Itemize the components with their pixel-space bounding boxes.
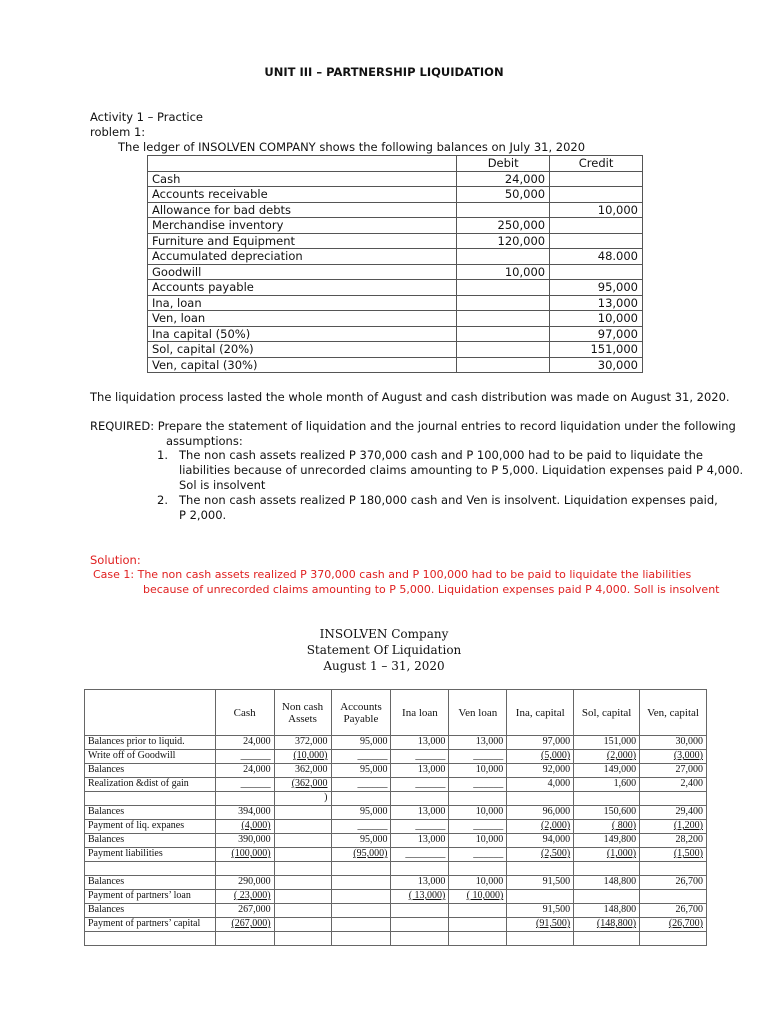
ledger-row (148, 326, 643, 342)
statement-cell-cash: 24,000 (215, 764, 274, 778)
statement-cell-noncash: (10,000) (274, 750, 331, 764)
statement-row (85, 848, 707, 862)
statement-cell-noncash (274, 904, 331, 918)
statement-cell-noncash (274, 820, 331, 834)
ledger-credit: 30,000 (550, 357, 643, 373)
statement-cell-payable (331, 904, 391, 918)
statement-cell-ven-loan: 10,000 (449, 764, 507, 778)
ledger-row (148, 233, 643, 249)
statement-cell-ven-capital: (1,200) (640, 820, 707, 834)
item2-number: 2. (157, 493, 168, 507)
ledger-debit (457, 295, 550, 311)
statement-cell-ina-capital (507, 792, 574, 806)
statement-cell-description: Balances (85, 904, 216, 918)
ledger-table (147, 155, 643, 373)
statement-cell-noncash (274, 932, 331, 946)
ledger-credit (550, 233, 643, 249)
statement-cell-description: Write off of Goodwill (85, 750, 216, 764)
statement-cell-noncash: 372,000 (274, 736, 331, 750)
statement-cell-cash: (100,000) (215, 848, 274, 862)
statement-cell-ina-capital: 94,000 (507, 834, 574, 848)
statement-row (85, 932, 707, 946)
ledger-account: Ven, loan (148, 311, 457, 327)
item1-line3: Sol is insolvent (179, 478, 266, 492)
item2-line1: The non cash assets realized P 180,000 cash and Ven is insolvent. Liquidation expenses paid, (179, 493, 718, 507)
statement-cell-description (85, 862, 216, 876)
ledger-account: Accounts receivable (148, 187, 457, 203)
statement-row (85, 806, 707, 820)
statement-cell-sol-capital (574, 932, 640, 946)
item1-line1: The non cash assets realized P 370,000 cash and P 100,000 had to be paid to liquidate the (179, 448, 703, 462)
ledger-account: Accounts payable (148, 280, 457, 296)
statement-cell-payable: 95,000 (331, 764, 391, 778)
activity-label: Activity 1 – Practice (90, 110, 203, 124)
statement-company: INSOLVEN Company (319, 627, 449, 641)
statement-cell-description (85, 932, 216, 946)
statement-header-noncash: Non cash Assets (274, 690, 331, 736)
statement-cell-payable (331, 918, 391, 932)
statement-cell-ven-capital: (26,700) (640, 918, 707, 932)
statement-row (85, 750, 707, 764)
ledger-credit: 151,000 (550, 342, 643, 358)
page-title: UNIT III – PARTNERSHIP LIQUIDATION (264, 65, 504, 79)
statement-row (85, 834, 707, 848)
statement-cell-payable (331, 890, 391, 904)
statement-cell-payable (331, 862, 391, 876)
solution-case-line1: Case 1: The non cash assets realized P 370,000 cash and P 100,000 had to be paid to liquidate the liabilities (93, 568, 692, 581)
statement-cell-ven-capital (640, 792, 707, 806)
ledger-intro: The ledger of INSOLVEN COMPANY shows the following balances on July 31, 2020 (118, 140, 586, 154)
statement-cell-ina-capital: 96,000 (507, 806, 574, 820)
ledger-debit: 250,000 (457, 218, 550, 234)
ledger-credit (550, 187, 643, 203)
statement-cell-ven-loan: ______ (449, 778, 507, 792)
statement-row (85, 764, 707, 778)
ledger-credit: 10,000 (550, 202, 643, 218)
statement-cell-payable (331, 792, 391, 806)
statement-cell-ven-capital: (3,000) (640, 750, 707, 764)
ledger-row (148, 171, 643, 187)
ledger-row (148, 218, 643, 234)
statement-header-ina-capital: Ina, capital (507, 690, 574, 736)
statement-cell-ven-loan: ______ (449, 820, 507, 834)
statement-header-sol-capital: Sol, capital (574, 690, 640, 736)
statement-cell-noncash: ) (274, 792, 331, 806)
statement-cell-cash: 290,000 (215, 876, 274, 890)
statement-cell-description: Payment of partners’ capital (85, 918, 216, 932)
statement-row (85, 918, 707, 932)
statement-header-payable: Accounts Payable (331, 690, 391, 736)
statement-cell-ina-loan: ______ (391, 750, 449, 764)
statement-cell-payable (331, 876, 391, 890)
ledger-credit: 13,000 (550, 295, 643, 311)
statement-cell-ven-capital: 30,000 (640, 736, 707, 750)
statement-cell-ina-capital: 97,000 (507, 736, 574, 750)
statement-header-cash: Cash (215, 690, 274, 736)
statement-cell-cash: ______ (215, 750, 274, 764)
statement-cell-noncash (274, 918, 331, 932)
statement-cell-ina-loan: ________ (391, 848, 449, 862)
statement-cell-ven-capital: (1,500) (640, 848, 707, 862)
statement-cell-cash: 267,000 (215, 904, 274, 918)
statement-cell-sol-capital (574, 862, 640, 876)
statement-cell-ina-capital (507, 890, 574, 904)
statement-row (85, 904, 707, 918)
statement-cell-payable: ______ (331, 820, 391, 834)
item2-line2: P 2,000. (179, 508, 227, 522)
ledger-account: Ina, loan (148, 295, 457, 311)
statement-cell-sol-capital: (148,800) (574, 918, 640, 932)
statement-cell-ven-capital: 26,700 (640, 904, 707, 918)
statement-cell-ina-loan: 13,000 (391, 736, 449, 750)
ledger-row (148, 357, 643, 373)
statement-cell-ven-loan (449, 792, 507, 806)
statement-cell-cash: 390,000 (215, 834, 274, 848)
statement-cell-sol-capital: 149,000 (574, 764, 640, 778)
statement-cell-ina-loan (391, 792, 449, 806)
ledger-debit (457, 202, 550, 218)
ledger-header-account (148, 156, 457, 172)
statement-cell-description: Payment liabilities (85, 848, 216, 862)
statement-header-ina-loan: Ina loan (391, 690, 449, 736)
ledger-debit (457, 357, 550, 373)
ledger-account: Merchandise inventory (148, 218, 457, 234)
statement-cell-noncash (274, 806, 331, 820)
statement-cell-ven-loan: 10,000 (449, 876, 507, 890)
statement-cell-description: Balances (85, 876, 216, 890)
statement-cell-ina-loan: ( 13,000) (391, 890, 449, 904)
item1-number: 1. (157, 448, 168, 462)
statement-cell-cash (215, 932, 274, 946)
statement-cell-ven-capital: 28,200 (640, 834, 707, 848)
ledger-account: Sol, capital (20%) (148, 342, 457, 358)
ledger-debit: 120,000 (457, 233, 550, 249)
statement-cell-sol-capital: ( 800) (574, 820, 640, 834)
statement-cell-sol-capital: 148,800 (574, 876, 640, 890)
statement-period: August 1 – 31, 2020 (323, 659, 445, 673)
ledger-credit: 95,000 (550, 280, 643, 296)
statement-cell-cash: ______ (215, 778, 274, 792)
item1-line2: liabilities because of unrecorded claims amounting to P 5,000. Liquidation expenses paid P 4,000. (179, 463, 744, 477)
statement-cell-description: Realization &dist of gain (85, 778, 216, 792)
statement-cell-payable: 95,000 (331, 806, 391, 820)
statement-cell-description: Balances prior to liquid. (85, 736, 216, 750)
ledger-credit: 10,000 (550, 311, 643, 327)
statement-cell-ina-capital: (2,500) (507, 848, 574, 862)
ledger-row (148, 187, 643, 203)
statement-row (85, 890, 707, 904)
statement-cell-ina-loan: 13,000 (391, 834, 449, 848)
statement-cell-ina-capital: (2,000) (507, 820, 574, 834)
ledger-row (148, 295, 643, 311)
ledger-account: Accumulated depreciation (148, 249, 457, 265)
statement-cell-sol-capital: 1,600 (574, 778, 640, 792)
statement-row (85, 862, 707, 876)
statement-cell-ven-capital: 2,400 (640, 778, 707, 792)
statement-cell-description (85, 792, 216, 806)
ledger-debit: 10,000 (457, 264, 550, 280)
statement-cell-payable: (95,000) (331, 848, 391, 862)
statement-cell-ina-loan: 13,000 (391, 806, 449, 820)
ledger-credit: 97,000 (550, 326, 643, 342)
statement-cell-noncash (274, 876, 331, 890)
statement-cell-description: Balances (85, 806, 216, 820)
ledger-row (148, 202, 643, 218)
statement-cell-ina-capital (507, 932, 574, 946)
statement-header-description (85, 690, 216, 736)
statement-cell-cash: (4,000) (215, 820, 274, 834)
statement-cell-noncash (274, 862, 331, 876)
statement-cell-sol-capital: 148,800 (574, 904, 640, 918)
statement-cell-sol-capital (574, 792, 640, 806)
statement-cell-ven-loan: ( 10,000) (449, 890, 507, 904)
ledger-row (148, 311, 643, 327)
statement-row (85, 792, 707, 806)
statement-cell-ven-loan: 10,000 (449, 806, 507, 820)
ledger-credit (550, 264, 643, 280)
statement-cell-ina-loan: 13,000 (391, 764, 449, 778)
ledger-account: Furniture and Equipment (148, 233, 457, 249)
statement-cell-sol-capital: 149,800 (574, 834, 640, 848)
statement-cell-noncash: 362,000 (274, 764, 331, 778)
solution-label: Solution: (90, 553, 141, 567)
ledger-debit (457, 311, 550, 327)
statement-cell-ina-loan: 13,000 (391, 876, 449, 890)
statement-header-ven-loan: Ven loan (449, 690, 507, 736)
statement-row (85, 876, 707, 890)
ledger-debit (457, 342, 550, 358)
ledger-debit (457, 249, 550, 265)
statement-cell-ven-capital: 29,400 (640, 806, 707, 820)
statement-cell-cash: (267,000) (215, 918, 274, 932)
problem-label: roblem 1: (90, 125, 146, 139)
statement-cell-payable: ______ (331, 778, 391, 792)
statement-cell-ina-loan (391, 918, 449, 932)
ledger-account: Cash (148, 171, 457, 187)
statement-cell-sol-capital: (1,000) (574, 848, 640, 862)
statement-cell-ven-loan (449, 918, 507, 932)
statement-cell-ina-capital: 91,500 (507, 876, 574, 890)
statement-cell-ven-capital (640, 862, 707, 876)
statement-cell-ven-capital (640, 932, 707, 946)
statement-cell-ina-capital: 92,000 (507, 764, 574, 778)
statement-cell-ven-loan (449, 862, 507, 876)
statement-row (85, 736, 707, 750)
statement-cell-sol-capital: (2,000) (574, 750, 640, 764)
ledger-credit (550, 171, 643, 187)
statement-cell-ven-loan (449, 932, 507, 946)
statement-cell-ven-capital: 26,700 (640, 876, 707, 890)
statement-cell-ina-loan (391, 932, 449, 946)
statement-cell-ven-loan: ______ (449, 750, 507, 764)
statement-cell-ven-capital: 27,000 (640, 764, 707, 778)
ledger-row (148, 249, 643, 265)
ledger-credit (550, 218, 643, 234)
statement-cell-ven-loan: 10,000 (449, 834, 507, 848)
ledger-account: Goodwill (148, 264, 457, 280)
statement-cell-ina-capital: (91,500) (507, 918, 574, 932)
statement-header-ven-capital: Ven, capital (640, 690, 707, 736)
ledger-row (148, 280, 643, 296)
ledger-debit: 24,000 (457, 171, 550, 187)
statement-cell-sol-capital: 150,600 (574, 806, 640, 820)
statement-name: Statement Of Liquidation (306, 643, 462, 657)
statement-cell-noncash (274, 848, 331, 862)
ledger-credit: 48.000 (550, 249, 643, 265)
statement-cell-ina-capital: 91,500 (507, 904, 574, 918)
ledger-row (148, 342, 643, 358)
statement-row (85, 820, 707, 834)
statement-cell-cash: 24,000 (215, 736, 274, 750)
liquidation-text: The liquidation process lasted the whole month of August and cash distribution was made on August 31, 2020. (90, 390, 730, 404)
statement-cell-ina-loan: ______ (391, 820, 449, 834)
statement-cell-ina-capital (507, 862, 574, 876)
statement-cell-description: Payment of liq. expanes (85, 820, 216, 834)
statement-cell-ven-capital (640, 890, 707, 904)
statement-row (85, 778, 707, 792)
statement-cell-ven-loan (449, 904, 507, 918)
statement-cell-sol-capital: 151,000 (574, 736, 640, 750)
liquidation-statement-table (84, 689, 707, 946)
statement-header-row (85, 690, 707, 736)
ledger-debit (457, 326, 550, 342)
required-line2: assumptions: (166, 434, 243, 448)
statement-cell-cash (215, 792, 274, 806)
ledger-debit (457, 280, 550, 296)
statement-cell-cash: 394,000 (215, 806, 274, 820)
statement-cell-description: Balances (85, 834, 216, 848)
statement-cell-description: Payment of partners’ loan (85, 890, 216, 904)
statement-heading (0, 626, 768, 674)
statement-cell-payable: 95,000 (331, 834, 391, 848)
statement-cell-payable: ______ (331, 750, 391, 764)
ledger-header-debit: Debit (457, 156, 550, 172)
statement-cell-ina-loan: ______ (391, 778, 449, 792)
statement-cell-description: Balances (85, 764, 216, 778)
ledger-row (148, 264, 643, 280)
ledger-debit: 50,000 (457, 187, 550, 203)
statement-cell-cash: ( 23,000) (215, 890, 274, 904)
statement-cell-ven-loan: ______ (449, 848, 507, 862)
statement-cell-cash (215, 862, 274, 876)
statement-cell-noncash (274, 834, 331, 848)
statement-cell-payable: 95,000 (331, 736, 391, 750)
ledger-account: Ina capital (50%) (148, 326, 457, 342)
statement-cell-ina-loan (391, 904, 449, 918)
statement-cell-ina-capital: 4,000 (507, 778, 574, 792)
ledger-account: Allowance for bad debts (148, 202, 457, 218)
statement-cell-payable (331, 932, 391, 946)
ledger-header-row (148, 156, 643, 172)
ledger-account: Ven, capital (30%) (148, 357, 457, 373)
statement-cell-ina-loan (391, 862, 449, 876)
statement-cell-noncash (274, 890, 331, 904)
statement-cell-noncash: (362,000 (274, 778, 331, 792)
statement-cell-ven-loan: 13,000 (449, 736, 507, 750)
statement-cell-ina-capital: (5,000) (507, 750, 574, 764)
solution-case-line2: because of unrecorded claims amounting to P 5,000. Liquidation expenses paid P 4,000. Soll is insolvent (143, 583, 720, 596)
required-line1: REQUIRED: Prepare the statement of liquidation and the journal entries to record liquidation under the following (90, 419, 736, 433)
ledger-header-credit: Credit (550, 156, 643, 172)
statement-cell-sol-capital (574, 890, 640, 904)
